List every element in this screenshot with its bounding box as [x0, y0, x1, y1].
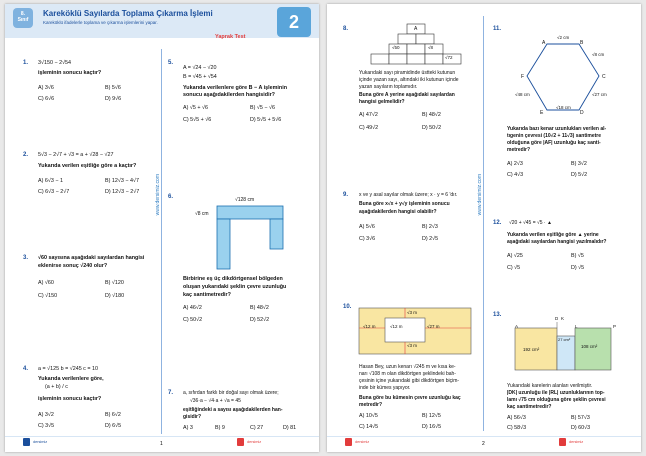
footer-line — [327, 436, 641, 437]
question-text: eklenirse sonuç √240 olur? — [38, 263, 108, 269]
vertex-label: D — [555, 316, 559, 321]
option-b[interactable]: B) 48√2 — [250, 305, 269, 311]
option-c[interactable]: C) √150 — [38, 293, 58, 299]
option-c[interactable]: C) 27 — [250, 425, 264, 431]
worksheet-title: Kareköklü Sayılarda Toplama Çıkarma İşlemi — [43, 9, 213, 18]
question-text: lamı √75 cm olduğuna göre şeklin çevresi — [507, 397, 606, 403]
option-c[interactable]: C) 4√3 — [507, 172, 524, 178]
question-number: 8. — [343, 26, 349, 32]
option-d[interactable]: D) 16√5 — [422, 424, 442, 430]
option-d[interactable]: D) 2√5 — [422, 236, 439, 242]
question-text: Buna göre A yerine aşağıdaki sayılardan — [359, 92, 455, 98]
sheet-number: 2 — [277, 7, 311, 37]
question-text: işleminin sonucu kaçtır? — [38, 70, 102, 76]
question-text: √60 sayısına aşağıdaki sayılardan hangisi — [38, 255, 145, 261]
vertex-label: L — [575, 324, 578, 329]
option-b[interactable]: B) 48√2 — [422, 112, 441, 118]
vertex-label: A — [542, 40, 546, 46]
area-label: 192 cm² — [523, 347, 540, 352]
question-text: 5√3 − 2√7 + √3 = a + √28 − √27 — [38, 152, 114, 158]
question-equation: √20 + √45 = √5 · ▲ — [509, 220, 552, 226]
option-b[interactable]: B) √5 − √6 — [250, 105, 275, 111]
option-c[interactable]: C) 49√2 — [359, 125, 379, 131]
vertex-label: K — [561, 316, 565, 321]
option-c[interactable]: C) 50√2 — [183, 317, 203, 323]
side-watermark: www.dersimiz.com — [155, 174, 161, 216]
question-text: a, sıfırdan farklı bir doğal sayı olmak üzere; — [183, 390, 279, 396]
option-a[interactable]: A) 47√2 — [359, 112, 378, 118]
pyramid-cell: √8 — [428, 45, 433, 50]
brand-logo-icon — [237, 438, 244, 446]
vertex-label: B — [580, 40, 584, 46]
vertex-label: D — [580, 110, 584, 116]
option-b[interactable]: B) 12√3 − 4√7 — [105, 178, 139, 184]
vertex-label: A — [515, 324, 519, 329]
question-text: hangisi gelmelidir? — [359, 99, 405, 105]
question-text: narı √108 m olan dikdörtgen şeklindeki bah- — [359, 371, 456, 377]
question-number: 1. — [23, 60, 29, 66]
question-text: içinde yazan sayı, altındaki iki kutunun içinde — [359, 77, 459, 83]
question-text: sonucu aşağıdakilerden hangisidir? — [183, 92, 275, 98]
option-a[interactable]: A) 3 — [183, 425, 193, 431]
page-number: 1 — [160, 441, 163, 447]
question-text: kaç santimetredir? — [507, 404, 552, 410]
question-text: metredir? — [507, 147, 531, 153]
option-a[interactable]: A) 6√3 − 1 — [38, 178, 63, 184]
edge-label: √18 cm — [556, 105, 571, 110]
option-b[interactable]: B) 57√3 — [571, 415, 590, 421]
option-d[interactable]: D) 12√3 − 2√7 — [105, 189, 140, 195]
side-watermark: www.dersimiz.com — [477, 174, 483, 216]
question-number: 9. — [343, 192, 349, 198]
pyramid-cell: √72 — [445, 55, 453, 60]
question-text: kaç santimetredir? — [183, 292, 231, 298]
question-text: B = √45 + √54 — [183, 74, 217, 80]
column-divider — [161, 49, 162, 434]
question-text: gisidir? — [183, 414, 202, 420]
option-a[interactable]: A) 10√5 — [359, 413, 378, 419]
vertex-label: E — [540, 110, 544, 116]
question-text: eşitliğindeki a sayısı aşağıdakilerden han- — [183, 407, 283, 413]
option-c[interactable]: C) 6√3 − 2√7 — [38, 189, 70, 195]
question-text: oluşan yukarıdaki şeklin çevre uzunluğu — [183, 284, 287, 290]
page-2 — [327, 4, 641, 452]
option-d[interactable]: D) 52√2 — [250, 317, 270, 323]
question-number: 13. — [493, 312, 502, 318]
option-a[interactable]: A) √60 — [38, 280, 54, 286]
sheet-label: Yaprak Test — [215, 34, 246, 40]
option-b[interactable]: B) 6√2 — [105, 412, 121, 418]
option-d[interactable]: D) 60√3 — [571, 425, 591, 431]
option-c[interactable]: C) 58√3 — [507, 425, 527, 431]
question-number: 5. — [168, 60, 174, 66]
vertex-label: C — [602, 74, 606, 80]
figure-label-right: √27 m — [427, 324, 440, 329]
question-number: 7. — [168, 390, 174, 396]
option-b[interactable]: B) 9 — [215, 425, 225, 431]
question-text: Yukarıdaki sayı piramidinde üstteki kutunun — [359, 70, 456, 76]
area-label: 108 cm² — [581, 344, 598, 349]
option-a[interactable]: A) 5√6 — [359, 224, 375, 230]
question-text: Yukarıda verilen eşitliğe göre ▲ yerine — [507, 232, 599, 238]
option-a[interactable]: A) 56√3 — [507, 415, 526, 421]
area-label: 27 cm² — [558, 337, 571, 342]
question-text: işleminin sonucu kaçtır? — [38, 396, 102, 402]
question-text: x ve y asal sayılar olmak üzere; x · y = 6 'dır. — [359, 192, 458, 198]
question-equation: √36·a − √4·a + √a = 45 — [190, 398, 241, 404]
figure-label-bottom: √3 m — [407, 343, 417, 348]
question-text: A = √24 − √20 — [183, 65, 217, 71]
option-a[interactable]: A) 46√2 — [183, 305, 202, 311]
question-text: tıgenin çevresi (10√2 + 11√3) santimetre — [507, 133, 602, 139]
page-number: 2 — [482, 441, 485, 447]
option-b[interactable]: B) 2√3 — [422, 224, 438, 230]
option-d[interactable]: D) 50√2 — [422, 125, 442, 131]
option-d[interactable]: D) 5√5 + 5√6 — [250, 117, 282, 123]
figure-label-top: √3 m — [407, 310, 417, 315]
footer-brand: dersimiz — [569, 440, 584, 444]
column-divider — [483, 16, 484, 431]
option-a[interactable]: A) √5 + √6 — [183, 105, 208, 111]
option-b[interactable]: B) √120 — [105, 280, 124, 286]
option-b[interactable]: B) 5√6 — [105, 85, 121, 91]
figure-label-mid: √12 m — [390, 324, 403, 329]
option-c[interactable]: C) 3√6 — [359, 236, 376, 242]
question-text: a = √125 b = √245 c = 10 — [38, 366, 99, 372]
brand-logo-icon — [23, 438, 30, 446]
footer-brand: dersimiz — [247, 440, 262, 444]
question-text: aşağıdaki sayılardan hangisi yazılmalıdır? — [507, 239, 607, 245]
question-number: 11. — [493, 26, 502, 32]
question-text: Yukarıdaki karelerin alanları verilmiştir. — [507, 383, 593, 389]
question-text: Yukarıda verilenlere göre B − A işleminin — [183, 85, 288, 91]
figure-label-top: √128 cm — [235, 197, 255, 203]
edge-label: √8 cm — [592, 52, 605, 57]
option-b[interactable]: B) √5 — [571, 253, 584, 259]
option-c[interactable]: C) 3√5 — [38, 423, 55, 429]
page-1 — [5, 4, 319, 452]
edge-label: √48 cm — [515, 92, 530, 97]
worksheet-subtitle: Kareköklü ifadelerle toplama ve çıkarma işlemlerini yapar. — [43, 20, 158, 25]
question-text: inde bir kümes yapıyor. — [359, 385, 411, 391]
rectangles-figure — [195, 194, 295, 274]
question-text: 3√150 − 2√54 — [38, 60, 72, 66]
question-number: 12. — [493, 220, 502, 226]
vertex-label: F — [521, 74, 525, 80]
figure-label-left: √8 cm — [195, 211, 209, 217]
option-c[interactable]: C) √5 — [507, 265, 521, 271]
footer-brand: dersimiz — [33, 440, 48, 444]
question-text: |DK| uzunluğu ile |RL| uzunluklarının top- — [507, 390, 605, 396]
brand-logo-icon — [345, 438, 352, 446]
question-text: yazan sayıların toplamıdır. — [359, 84, 418, 90]
question-text: Yukarıda bazı kenar uzunlukları verilen al- — [507, 126, 607, 132]
option-b[interactable]: B) 3√2 — [571, 161, 587, 167]
option-c[interactable]: C) 6√6 — [38, 96, 55, 102]
vertex-label: P — [613, 324, 617, 329]
brand-logo-icon — [559, 438, 566, 446]
option-d[interactable]: D) √5 — [571, 265, 585, 271]
question-text: çesinin içine yukarıdaki gibi dikdörtgen biçim- — [359, 378, 460, 384]
question-text: Hasan Bey, uzun kenarı √245 m ve kısa ke- — [359, 364, 456, 370]
question-text: Buna göre x√x + y√y işleminin sonucu — [359, 201, 450, 207]
option-c[interactable]: C) 14√5 — [359, 424, 379, 430]
question-number: 3. — [23, 255, 29, 261]
option-d[interactable]: D) 6√5 — [105, 423, 122, 429]
question-text: Yukarıda verilenlere göre, — [38, 376, 104, 382]
grade-badge: 8. Sınıf — [13, 8, 33, 28]
footer-line — [5, 436, 319, 437]
option-d[interactable]: D) 5√2 — [571, 172, 588, 178]
footer-brand: dersimiz — [355, 440, 370, 444]
question-number: 10. — [343, 304, 352, 310]
option-c[interactable]: C) 5√5 + √6 — [183, 117, 212, 123]
question-number: 6. — [168, 194, 174, 200]
question-text: olduğuna göre |AF| uzunluğu kaç santi- — [507, 140, 601, 146]
edge-label: √27 cm — [592, 92, 607, 97]
option-a[interactable]: A) √25 — [507, 253, 523, 259]
option-a[interactable]: A) 2√3 — [507, 161, 523, 167]
question-text: Birbirine eş üç dikdörtgensel bölgeden — [183, 276, 283, 282]
pyramid-top-label: A — [414, 26, 418, 32]
pyramid-cell: √50 — [392, 45, 400, 50]
option-a[interactable]: A) 3√2 — [38, 412, 54, 418]
option-d[interactable]: D) √180 — [105, 293, 125, 299]
figure-label-left: √12 m — [363, 324, 376, 329]
question-text: Buna göre bu kümesin çevre uzunluğu kaç — [359, 395, 461, 401]
question-number: 4. — [23, 366, 29, 372]
option-d[interactable]: D) 81 — [283, 425, 297, 431]
option-b[interactable]: B) 12√5 — [422, 413, 441, 419]
question-text: metredir? — [359, 402, 383, 408]
edge-label: √2 cm — [557, 35, 570, 40]
option-a[interactable]: A) 3√6 — [38, 85, 54, 91]
question-number: 2. — [23, 152, 29, 158]
question-fraction: (a + b) / c — [45, 384, 68, 390]
question-text: Yukarıda verilen eşitliğe göre a kaçtır? — [38, 163, 137, 169]
question-text: aşağıdakilerden hangisi olabilir? — [359, 209, 437, 215]
option-d[interactable]: D) 9√6 — [105, 96, 122, 102]
